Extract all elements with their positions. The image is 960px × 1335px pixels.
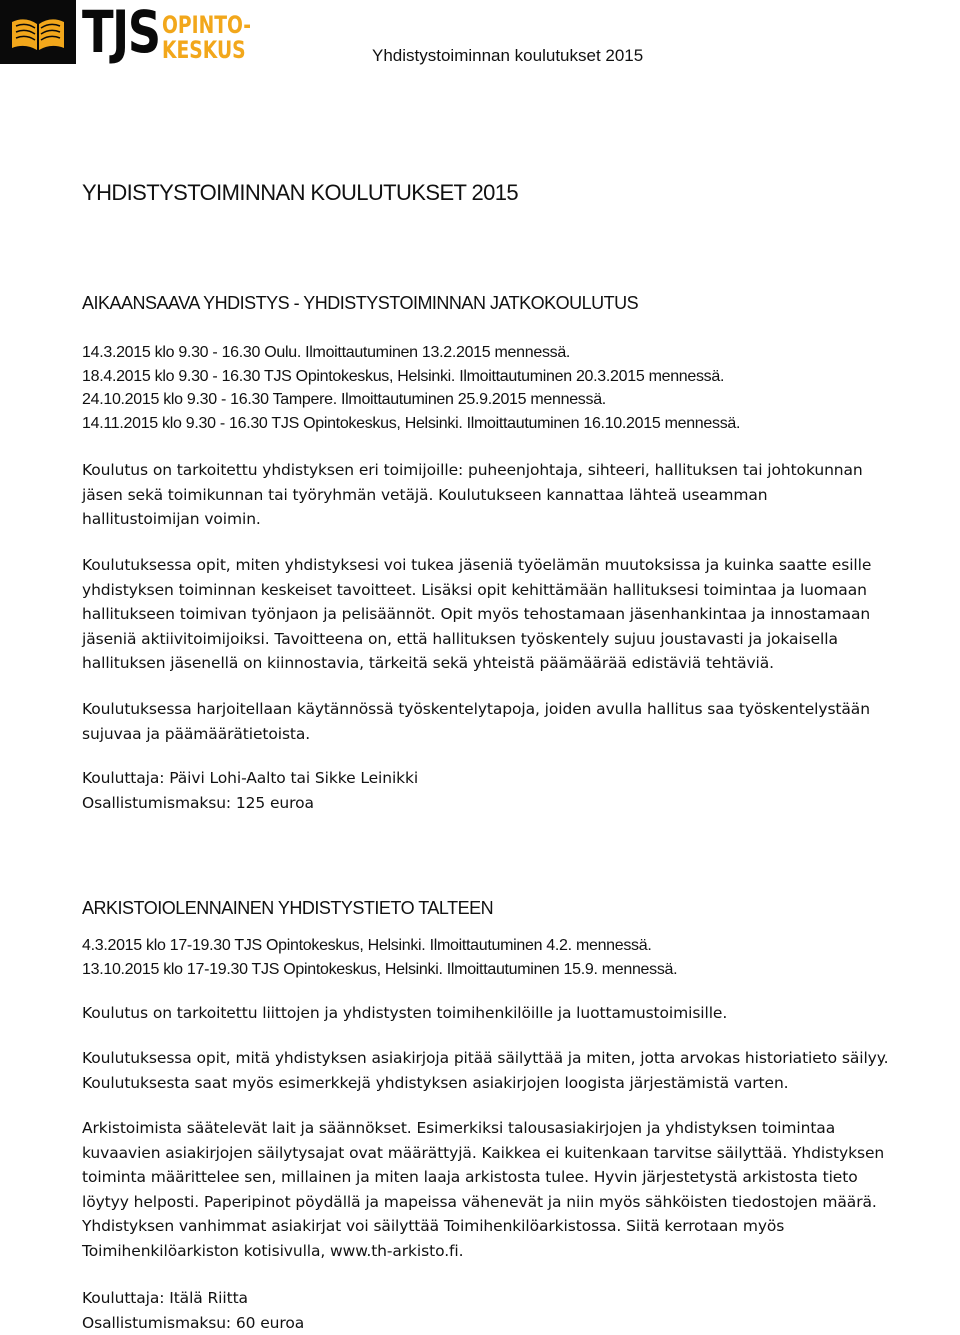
text-line: jäseniä aktiivitoimijoiksi. Tavoitteena on, että hallituksen työskentely sujuu joustavasti ja jokaisella (82, 627, 960, 652)
paragraph (82, 697, 960, 746)
section-heading: ARKISTOIOLENNAINEN YHDISTYSTIETO TALTEEN (82, 898, 493, 919)
date-line: 14.11.2015 klo 9.30 - 16.30 TJS Opintokeskus, Helsinki. Ilmoittautuminen 16.10.2015 mennessä. (82, 412, 740, 436)
trainer-line: Kouluttaja: Itälä Riitta (82, 1286, 960, 1311)
fee-line: Osallistumismaksu: 60 euroa (82, 1311, 960, 1335)
course-dates (82, 934, 677, 981)
text-line: Yhdistyksen vanhimmat asiakirjat voi säilyttää Toimihenkilöarkistossa. Siitä kerrotaan myös (82, 1214, 960, 1239)
trainer-line: Kouluttaja: Päivi Lohi-Aalto tai Sikke Leinikki (82, 766, 960, 791)
paragraph (82, 458, 960, 532)
text-line: Koulutus on tarkoitettu liittojen ja yhdistysten toimihenkilöille ja luottamustoimisille. (82, 1001, 960, 1026)
date-line: 24.10.2015 klo 9.30 - 16.30 Tampere. Ilmoittautuminen 25.9.2015 mennessä. (82, 388, 740, 412)
text-line: Koulutuksesta saat myös esimerkkejä yhdistyksen asiakirjojen loogista järjestämistä varten. (82, 1071, 960, 1096)
fee-line: Osallistumismaksu: 125 euroa (82, 791, 960, 816)
text-line: löytyy helposti. Paperipinot pöydällä ja mapeissa vähenevät ja niin myös sähköisten tiedostojen määrä. (82, 1190, 960, 1215)
paragraph (82, 1116, 960, 1263)
header-title: Yhdistystoiminnan koulutukset 2015 (372, 46, 643, 66)
text-line: Koulutus on tarkoitettu yhdistyksen eri toimijoille: puheenjohtaja, sihteeri, hallituksen tai johtokunnan (82, 458, 960, 483)
section-heading: AIKAANSAAVA YHDISTYS - YHDISTYSTOIMINNAN JATKOKOULUTUS (82, 293, 638, 314)
text-line: yhdistyksen toiminnan keskeiset tavoitteet. Lisäksi opit kehittämään hallituksesi toimintaa ja luomaan (82, 578, 960, 603)
text-line: hallitukseen toimivan työnjaon ja pelisäännöt. Opit myös tehostamaan jäsenhankintaa ja innostamaan (82, 602, 960, 627)
logo-line1: OPINTO- (162, 13, 251, 38)
text-line: jäsen sekä toimikunnan tai työryhmän vetäjä. Koulutukseen kannattaa lähteä useamman (82, 483, 960, 508)
trainer-info (82, 1286, 960, 1335)
text-line: Koulutuksessa harjoitellaan käytännössä työskentelytapoja, joiden avulla hallitus saa työskentelystään (82, 697, 960, 722)
tjs-logo (0, 0, 276, 76)
text-line: Koulutuksessa opit, mitä yhdistyksen asiakirjoja pitää säilyttää ja miten, jotta arvokas historiatieto säilyy. (82, 1046, 960, 1071)
text-line: toiminta määrittelee sen, millainen ja miten laaja arkistosta tulee. Hyvin järjestetystä arkistosta tieto (82, 1165, 960, 1190)
date-line: 18.4.2015 klo 9.30 - 16.30 TJS Opintokeskus, Helsinki. Ilmoittautuminen 20.3.2015 mennessä. (82, 365, 740, 389)
text-line: hallitustoimijan voimin. (82, 507, 960, 532)
date-line: 4.3.2015 klo 17-19.30 TJS Opintokeskus, Helsinki. Ilmoittautuminen 4.2. mennessä. (82, 934, 677, 958)
course-dates (82, 341, 740, 435)
text-line: sujuvaa ja päämäärätietoista. (82, 722, 960, 747)
logo-brand: TJS (82, 0, 146, 76)
logo-line2: KESKUS (162, 38, 251, 63)
book-icon (0, 0, 76, 64)
text-line: Arkistoimista säätelevät lait ja säännökset. Esimerkiksi talousasiakirjojen ja yhdistyksen toimintaa (82, 1116, 960, 1141)
document-title: YHDISTYSTOIMINNAN KOULUTUKSET 2015 (82, 180, 518, 206)
date-line: 14.3.2015 klo 9.30 - 16.30 Oulu. Ilmoittautuminen 13.2.2015 mennessä. (82, 341, 740, 365)
text-line: Toimihenkilöarkiston kotisivulla, www.th-arkisto.fi. (82, 1239, 960, 1264)
paragraph (82, 1046, 960, 1095)
date-line: 13.10.2015 klo 17-19.30 TJS Opintokeskus, Helsinki. Ilmoittautuminen 15.9. mennessä. (82, 958, 677, 982)
text-line: Koulutuksessa opit, miten yhdistyksesi voi tukea jäseniä työelämän muutoksissa ja kuinka saatte esille (82, 553, 960, 578)
text-line: hallituksen jäsenellä on kiinnostavia, tärkeitä sekä yhteistä päämäärää edistäviä tehtäviä. (82, 651, 960, 676)
trainer-info (82, 766, 960, 815)
paragraph (82, 553, 960, 676)
paragraph (82, 1001, 960, 1026)
text-line: kuvaavien asiakirjojen säilytysajat ovat määrättyjä. Kaikkea ei kuitenkaan tarvitse säilyttää. Yhdistyksen (82, 1141, 960, 1166)
